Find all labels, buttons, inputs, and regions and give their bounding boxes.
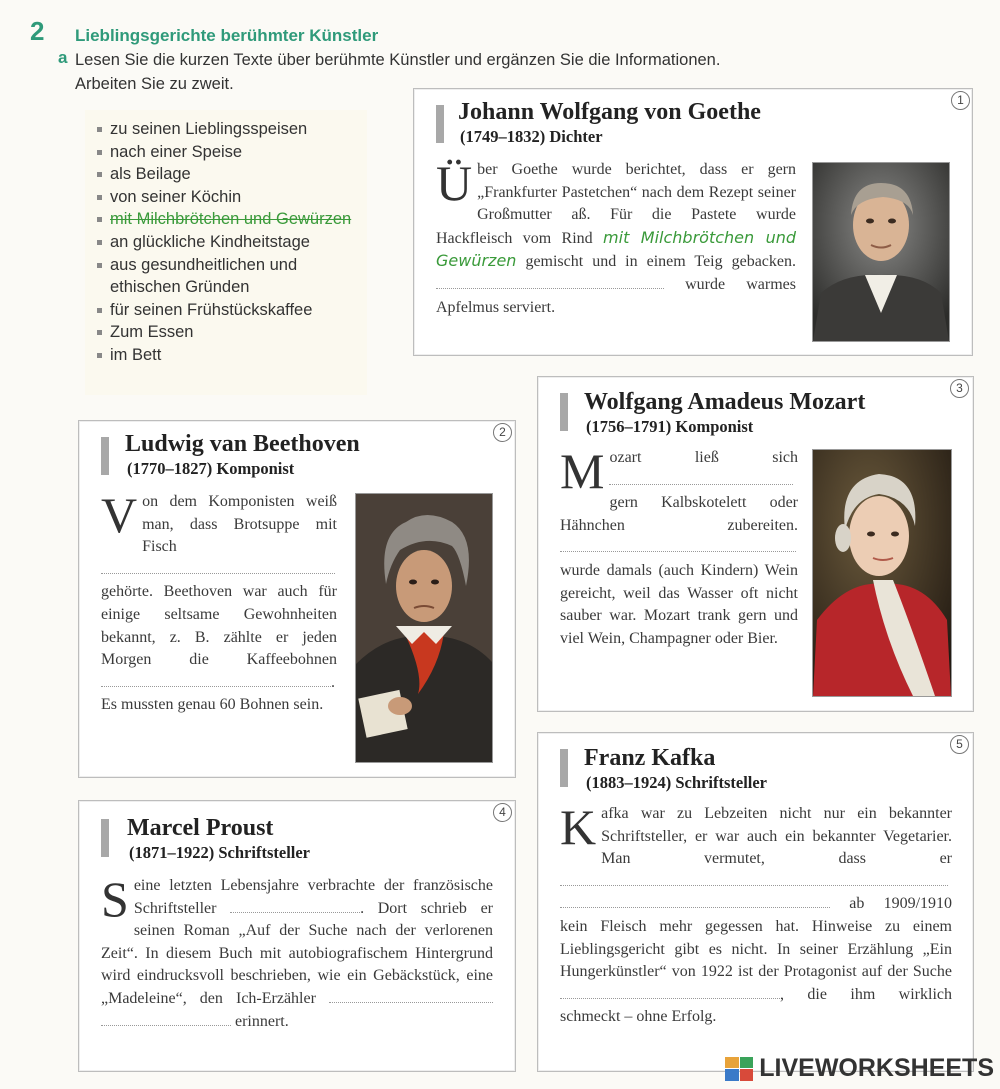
artist-name: Marcel Proust — [127, 815, 274, 841]
filled-answer[interactable]: mit Milchbrötchen und Gewürzen — [436, 227, 797, 271]
exercise-number: 2 — [30, 16, 45, 46]
dropcap: V — [101, 487, 138, 543]
text-part: . Es mussten genau 60 Bohnen sein. — [101, 673, 335, 714]
artist-name: Ludwig van Beethoven — [125, 431, 360, 457]
answer-blank[interactable] — [101, 1011, 231, 1026]
card-number: 1 — [951, 91, 970, 110]
word-bank-item[interactable]: von seiner Köchin — [95, 186, 365, 209]
mozart-portrait — [812, 449, 952, 697]
artist-name: Franz Kafka — [584, 745, 716, 771]
word-bank-item[interactable]: im Bett — [95, 344, 365, 367]
artist-name: Johann Wolfgang von Goethe — [458, 99, 761, 125]
word-bank-list — [95, 118, 365, 367]
word-bank-item[interactable]: als Beilage — [95, 163, 365, 186]
artist-meta — [586, 773, 767, 793]
answer-blank[interactable] — [101, 672, 331, 687]
instruction-line-2: Arbeiten Sie zu zweit. — [75, 75, 234, 93]
answer-blank[interactable] — [560, 537, 796, 552]
artist-role: Komponist — [216, 459, 295, 478]
artist-meta — [127, 459, 294, 479]
text-part: gehörte. Beethoven war auch für einige seltsame Gewohnheiten bekannt, z. B. zählte er jeden Morgen die Kaffeebohnen — [101, 583, 337, 669]
card-text — [436, 155, 797, 319]
text-part: wurde damals (auch Kindern) Wein gereicht, weil das Wasser oft nicht sauber war. Mozart trank gern und viel Wein, Champagner oder Bier. — [560, 561, 798, 647]
text-part: gemischt und in einem Teig gebacken. — [525, 253, 797, 271]
word-bank — [85, 110, 367, 395]
answer-blank[interactable] — [609, 470, 793, 485]
text-part: , die ihm wirklich schmeckt – ohne Erfolg. — [560, 985, 952, 1026]
card-accent-bar — [560, 749, 568, 787]
exercise-title: Lieblingsgerichte berühmter Künstler — [75, 26, 379, 45]
word-bank-item[interactable]: zu seinen Lieblingsspeisen — [95, 118, 365, 141]
portrait-image — [356, 494, 492, 762]
artist-meta — [129, 843, 310, 863]
answer-blank[interactable] — [560, 893, 830, 908]
card-mozart — [537, 376, 974, 712]
word-bank-item[interactable]: nach einer Speise — [95, 141, 365, 164]
artist-meta — [460, 127, 603, 147]
card-number: 2 — [493, 423, 512, 442]
word-bank-item-used[interactable]: mit Milchbrötchen und Gewürzen — [95, 208, 365, 231]
artist-meta — [586, 417, 753, 437]
card-kafka — [537, 732, 974, 1072]
answer-blank[interactable] — [560, 871, 948, 886]
card-accent-bar — [436, 105, 444, 143]
card-number: 5 — [950, 735, 969, 754]
portrait-image — [813, 450, 951, 696]
artist-name: Wolfgang Amadeus Mozart — [584, 389, 866, 415]
text-part: . Dort schrieb er seinen Roman „Auf der Suche nach der verlorenen Zeit“. In diesem Buch mit autobiografischem Hintergrund wird eindrucksvoll beschrieben, wie ein Gebäckstück, eine „Madeleine“, den Ich-Erzähler — [101, 899, 494, 1007]
artist-role: Dichter — [549, 127, 603, 146]
word-bank-item[interactable]: aus gesundheitlichen und ethischen Gründen — [95, 254, 365, 299]
text-part: ber Goethe wurde berichtet, dass er gern „Frankfurter Pastetchen“ nach dem Rezept seiner Großmutter aß. Für die Pastete wurde Hackfleisch vom Rind — [436, 161, 796, 247]
artist-role: Schriftsteller — [675, 773, 768, 792]
answer-blank[interactable] — [329, 988, 493, 1003]
goethe-portrait — [812, 162, 950, 342]
card-text — [101, 487, 337, 717]
card-accent-bar — [101, 819, 109, 857]
card-number: 3 — [950, 379, 969, 398]
answer-blank[interactable] — [436, 274, 664, 289]
card-text — [560, 443, 798, 650]
card-beethoven — [78, 420, 516, 778]
card-accent-bar — [101, 437, 109, 475]
artist-years: (1883–1924) — [586, 773, 672, 792]
artist-years: (1770–1827) — [127, 459, 213, 478]
liveworksheets-logo-icon — [725, 1057, 753, 1081]
footer-brand[interactable] — [725, 1054, 994, 1083]
text-part: afka war zu Lebzeiten nicht nur ein bekannter Schriftsteller, er war auch ein bekannter Vegetarier. Man vermutet, dass er — [601, 805, 952, 868]
artist-years: (1756–1791) — [586, 417, 672, 436]
card-text — [560, 799, 953, 1029]
dropcap: S — [101, 871, 129, 927]
text-part: erinnert. — [235, 1012, 289, 1030]
footer-brand-text: LIVEWORKSHEETS — [759, 1054, 994, 1082]
artist-role: Schriftsteller — [218, 843, 311, 862]
dropcap: K — [560, 799, 597, 855]
beethoven-portrait — [355, 493, 493, 763]
sub-exercise-label: a — [58, 48, 68, 67]
text-part: ozart ließ sich — [609, 449, 798, 466]
text-part: on dem Komponisten weiß man, dass Brotsuppe mit Fisch — [142, 493, 337, 556]
text-part: ab 1909/1910 kein Fleisch mehr gegessen hat. Hinweise zu einem Lieblingsgericht gibt es nicht. In seiner Erzählung „Ein Hungerkünstler“ von 1922 ist der Protagonist auf der Suche — [560, 895, 953, 981]
card-accent-bar — [560, 393, 568, 431]
text-part: eine letzten Lebensjahre verbrachte der französische Schriftsteller — [133, 877, 493, 917]
answer-blank[interactable] — [101, 559, 335, 574]
card-goethe — [413, 88, 973, 356]
instruction-line-1: Lesen Sie die kurzen Texte über berühmte Künstler und ergänzen Sie die Informationen. — [75, 51, 721, 69]
dropcap: Ü — [436, 155, 473, 211]
answer-blank[interactable] — [560, 984, 780, 999]
card-number: 4 — [493, 803, 512, 822]
card-proust — [78, 800, 516, 1072]
dropcap: M — [560, 443, 605, 499]
artist-years: (1749–1832) — [460, 127, 546, 146]
card-text — [101, 871, 494, 1033]
word-bank-item[interactable]: für seinen Frühstückskaffee — [95, 299, 365, 322]
artist-years: (1871–1922) — [129, 843, 215, 862]
answer-blank[interactable] — [230, 898, 360, 913]
portrait-image — [813, 163, 949, 341]
text-part: wurde warmes Apfelmus serviert. — [436, 275, 796, 316]
word-bank-item[interactable]: an glückliche Kindheitstage — [95, 231, 365, 254]
word-bank-item[interactable]: Zum Essen — [95, 321, 365, 344]
text-part: gern Kalbskotelett oder Hähnchen zubereiten. — [560, 494, 798, 534]
artist-role: Komponist — [675, 417, 754, 436]
